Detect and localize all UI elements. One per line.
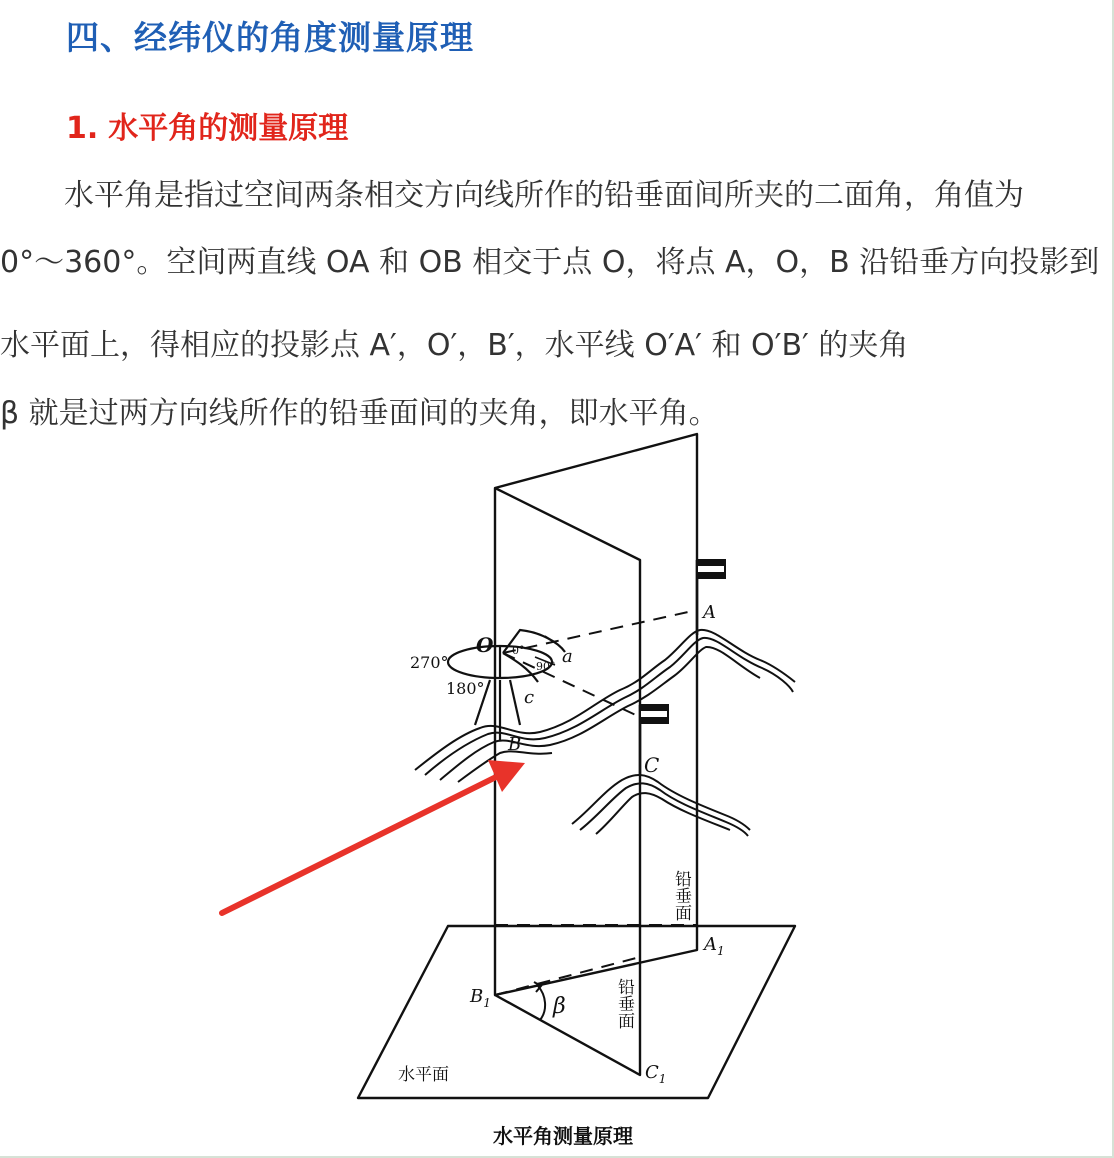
flag-c [640,705,668,723]
sub-title [66,103,348,147]
label-180: 180° [446,679,485,698]
label-0: 0° [512,644,525,657]
label-b1: $B_1$ [470,986,491,1010]
label-vertical-plane-2: 铅垂面 [614,978,634,1029]
label-beta: β [553,994,566,1019]
label-c1: $C_1$ [645,1062,667,1086]
sub-title-text: 水平角的测量原理 [108,111,349,146]
paragraph-line-4: β 就是过两方向线所作的铅垂面间的夹角，即水平角。 [0,396,719,431]
label-vertical-plane-1: 铅垂面 [671,870,691,921]
beta-arc [538,986,545,1020]
section-title: 四、经纬仪的角度测量原理 [66,18,474,57]
paragraph-line-2: 0°～360°。空间两直线 OA 和 OB 相交于点 O，将点 A，O，B 沿铅垂方向投影到 [0,245,1100,280]
label-b: B [508,734,522,755]
figure-caption: 水平角测量原理 [493,1124,633,1148]
sub-title-number: 1. [66,111,99,146]
label-270: 270° [410,653,449,672]
paragraph-line-3: 水平面上，得相应的投影点 A′，O′，B′，水平线 O′A′ 和 O′B′ 的夹角 [0,328,909,363]
label-a1: $A_1$ [704,934,725,958]
label-small-c: c [524,687,535,708]
label-90: 90° [536,660,556,673]
label-o: O [476,633,494,657]
horizontal-angle-diagram [0,420,1114,1158]
diagram-svg [0,420,1114,1158]
label-c: C [644,753,660,777]
flag-a [697,560,725,578]
paragraph-line-1: 水平角是指过空间两条相交方向线所作的铅垂面间所夹的二面角，角值为 [64,178,1024,213]
red-arrow [222,760,525,913]
label-horizontal-plane: 水平面 [398,1065,449,1085]
label-a: A [703,602,716,623]
label-small-a: a [562,646,573,667]
